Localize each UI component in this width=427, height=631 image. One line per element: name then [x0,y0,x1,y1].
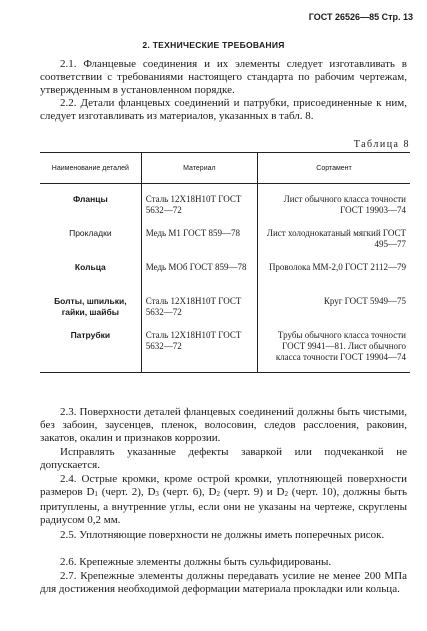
paragraph-2-6: 2.6. Крепежные элементы должны быть сульфидированы. [60,556,332,568]
paragraph-2-7: 2.7. Крепежные элементы должны передавать усилие не менее 200 МПа для достижения необходимой деформации материала прокладки или кольца. [40,570,407,595]
paragraph-2-4: 2.4. Острые кромки, кроме острой кромки, уплотняющей поверхности размеров D1 (черт. 2), D3 (черт. 6), D2 (черт. 9) и D2 (черт. 10), должны быть притуплены, а внутренние углы, если они не указаны на чертеже, скруглены радиусом 0,2 мм. [40,473,408,526]
cell-assortment: Трубы обычного класса точности ГОСТ 9941—81. Лист обычного класса точности ГОСТ 19904—74 [275,330,406,362]
cell-material: Медь МОб ГОСТ 859—78 [145,262,247,272]
table-caption: Таблица 8 [353,139,410,150]
cell-assortment: Круг ГОСТ 5949—75 [323,296,406,306]
column-header-assortment: Сортамент [258,153,410,184]
materials-table [40,152,410,373]
cell-assortment: Лист холоднокатаный мягкий ГОСТ 495—77 [266,228,406,249]
cell-assortment: Лист обычного класса точности ГОСТ 19903—74 [283,194,406,215]
column-header-material: Материал [141,153,257,184]
paragraph-2-3-continued: Исправлять указанные дефекты заваркой или подчеканкой не допускается. [40,446,407,471]
paragraph-2-2: 2.2. Детали фланцевых соединений и патрубки, присоединенные к ним, следует изготавливать из материалов, указанных в табл. 8. [40,97,407,122]
table-row [40,252,410,286]
paragraph-2-1: 2.1. Фланцевые соединения и их элементы следует изготавливать в соответствии с требованиями настоящего стандарта по рабочим чертежам, утвержденным в установленном порядке. [40,58,407,96]
paragraph-2-3: 2.3. Поверхности деталей фланцевых соединений должны быть чистыми, без забоин, заусенцев, пленок, волосовин, следов расслоения, раковин, закатов, окалин и признаков коррозии. [40,406,407,444]
paragraph-2-5: 2.5. Уплотняющие поверхности не должны иметь поперечных рисок. [60,529,385,541]
cell-material: Медь М1 ГОСТ 859—78 [145,228,240,238]
page-header: ГОСТ 26526—85 Стр. 13 [308,12,413,22]
cell-name: Кольца [74,262,106,272]
cell-name: Фланцы [72,194,108,204]
cell-material: Сталь 12Х18Н10Т ГОСТ 5632—72 [145,296,242,317]
cell-name: Прокладки [69,228,112,238]
table-row [40,286,410,320]
cell-name: Патрубки [70,330,111,340]
cell-name: Болты, шпильки, гайки, шайбы [54,296,127,317]
section-title: 2. ТЕХНИЧЕСКИЕ ТРЕБОВАНИЯ [142,40,285,50]
cell-assortment: Проволока ММ-2,0 ГОСТ 2112—79 [268,262,406,272]
cell-material: Сталь 12Х18Н10Т ГОСТ 5632—72 [145,194,242,215]
table-row [40,184,410,219]
cell-material: Сталь 12Х18Н10Т ГОСТ 5632—72 [145,330,242,351]
table-row [40,320,410,373]
table-row [40,218,410,252]
column-header-name: Наименование деталей [40,153,141,184]
